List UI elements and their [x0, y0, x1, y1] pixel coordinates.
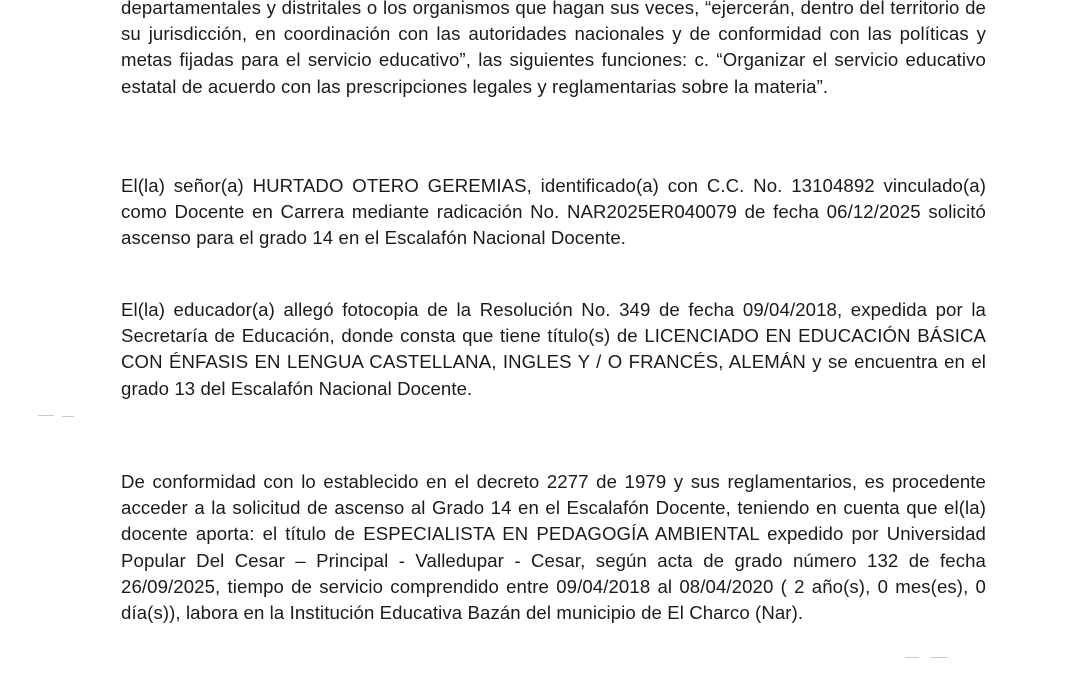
- scan-speck: [905, 657, 919, 658]
- paragraph-request: El(la) señor(a) HURTADO OTERO GEREMIAS, identificado(a) con C.C. No. 13104892 vinculado(a) como Docente en Carrera mediante radicación No. NAR2025ER040079 de fecha 06/12/2025 solicitó ascenso para el grado 14 en el Escalafón Nacional Docente.: [121, 175, 986, 249]
- scan-speck: [38, 415, 54, 416]
- paragraph-decision: De conformidad con lo establecido en el decreto 2277 de 1979 y sus reglamentarios, es procedente acceder a la solicitud de ascenso al Grado 14 en el Escalafón Docente, teniendo en cuenta que el(la) docente aporta: el título de ESPECIALISTA EN PEDAGOGÍA AMBIENTAL expedido por Universidad Popular Del Cesar – Principal - Valledupar - Cesar, según acta de grado número 132 de fecha 26/09/2025, tiempo de servicio comprendido entre 09/04/2018 al 08/04/2020 ( 2 año(s), 0 mes(es), 0 día(s)), labora en la Institución Educativa Bazán del municipio de El Charco (Nar).: [121, 471, 986, 624]
- paragraph-current-grade: El(la) educador(a) allegó fotocopia de la Resolución No. 349 de fecha 09/04/2018, expedida por la Secretaría de Educación, donde consta que tiene título(s) de LICENCIADO EN EDUCACIÓN BÁSICA CON ÉNFASIS EN LENGUA CASTELLANA, INGLES Y / O FRANCÉS, ALEMÁN y se encuentra en el grado 13 del Escalafón Nacional Docente.: [121, 299, 986, 399]
- scan-speck: [62, 416, 74, 417]
- scan-speck: [930, 657, 948, 658]
- paragraph-competencies: departamentales y distritales o los organismos que hagan sus veces, “ejercerán, dentro del territorio de su jurisdicción, en coordinación con las autoridades nacionales y de conformidad con las políticas y metas fijadas para el servicio educativo”, las siguientes funciones: c. “Organizar el servicio educativo estatal de acuerdo con las prescripciones legales y reglamentarias sobre la materia”.: [121, 0, 986, 97]
